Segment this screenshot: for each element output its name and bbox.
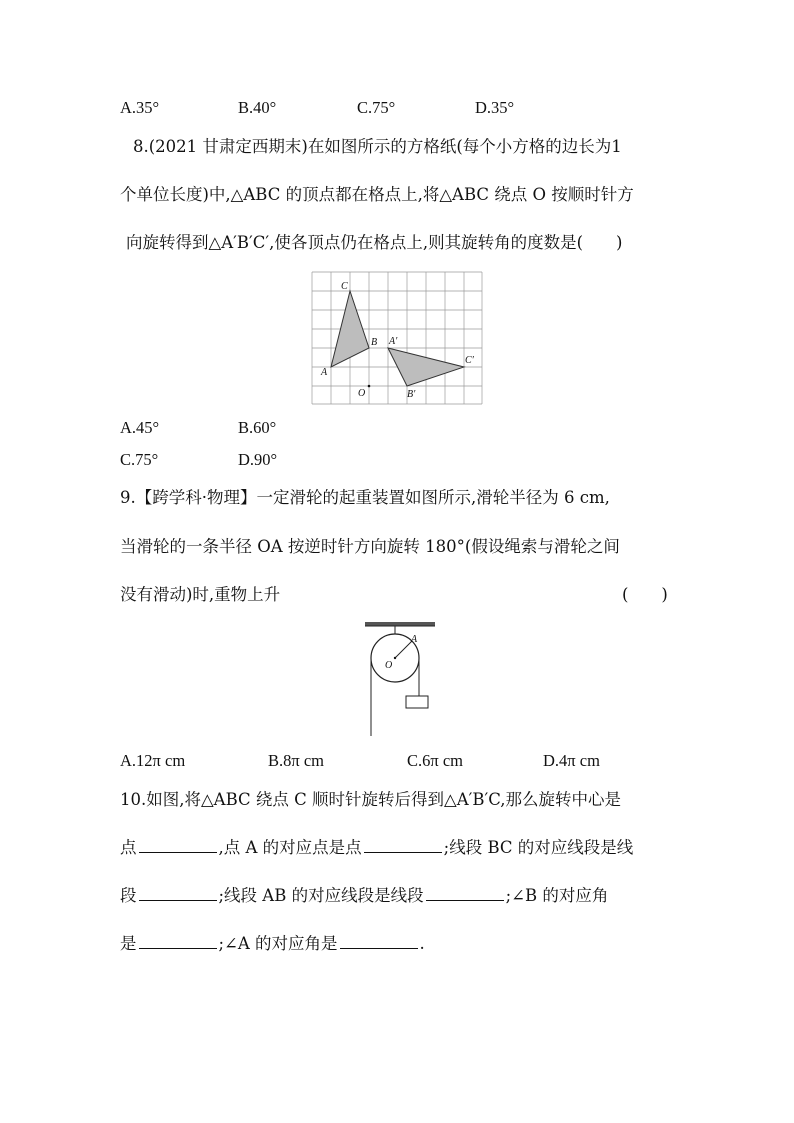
q8-text-line1: 8.(2021 甘肃定西期末)在如图所示的方格纸(每个小方格的边长为1 (133, 137, 622, 156)
label-o: O (385, 660, 393, 671)
q8-option-c: C.75° (120, 450, 159, 469)
q10-line2-part-c: ;线段 BC 的对应线段是线 (443, 838, 634, 857)
label-b-prime: B′ (407, 389, 416, 400)
q9-text-line3: 没有滑动)时,重物上升 (120, 585, 281, 604)
label-c: C (341, 281, 348, 292)
q9-option-a: A.12π cm (120, 751, 186, 770)
blank-angle-b-corresponding[interactable] (139, 934, 217, 949)
q9-option-d: D.4π cm (543, 751, 600, 770)
label-a: A (321, 367, 328, 378)
ceiling (365, 622, 435, 626)
q10-text-line3 (120, 885, 608, 907)
center-o (394, 657, 396, 659)
weight (406, 696, 428, 708)
q9-option-c: C.6π cm (407, 751, 463, 770)
q10-line4-part-c: . (419, 934, 425, 953)
q10-line4-part-b: ;∠A 的对应角是 (218, 934, 338, 953)
blank-point-a-corresponding[interactable] (364, 838, 442, 853)
q7-option-b: B.40° (238, 98, 277, 117)
label-c-prime: C′ (465, 355, 474, 366)
blank-angle-a-corresponding[interactable] (340, 934, 418, 949)
q9-option-b: B.8π cm (268, 751, 324, 770)
q8-option-b: B.60° (238, 418, 277, 437)
point-o (368, 385, 371, 388)
label-o: O (358, 388, 366, 399)
blank-segment-bc-corresponding[interactable] (139, 886, 217, 901)
blank-segment-ab-corresponding[interactable] (426, 886, 504, 901)
q7-option-d: D.35° (475, 98, 515, 117)
label-b: B (371, 337, 378, 348)
q10-text-line4 (120, 933, 425, 955)
q10-line2-part-b: ,点 A 的对应点是点 (218, 838, 362, 857)
q10-text-line1: 10.如图,将△ABC 绕点 C 顺时针旋转后得到△A′B′C,那么旋转中心是 (120, 790, 622, 809)
q8-text-line2: 个单位长度)中,△ABC 的顶点都在格点上,将△ABC 绕点 O 按顺时针方 (120, 185, 634, 204)
q8-text-line3: 向旋转得到△A′B′C′,使各顶点仍在格点上,则其旋转角的度数是( ) (126, 233, 623, 252)
q9-text-line1: 9.【跨学科·物理】一定滑轮的起重装置如图所示,滑轮半径为 6 cm, (120, 488, 610, 507)
label-a: A (411, 634, 418, 645)
q7-option-c: C.75° (357, 98, 396, 117)
q9-answer-bracket: ( ) (622, 585, 668, 604)
q9-text-line2: 当滑轮的一条半径 OA 按逆时针方向旋转 180°(假设绳索与滑轮之间 (120, 537, 620, 556)
q10-line3-part-a: 段 (120, 886, 137, 905)
q10-text-line2 (120, 837, 633, 859)
q8-grid-figure (311, 271, 483, 405)
q10-line3-part-b: ;线段 AB 的对应线段是线段 (218, 886, 424, 905)
q10-line4-part-a: 是 (120, 934, 137, 953)
label-a-prime: A′ (389, 336, 398, 347)
q9-pulley-figure (363, 620, 437, 738)
q7-option-a: A.35° (120, 98, 160, 117)
q8-option-a: A.45° (120, 418, 160, 437)
q10-line3-part-c: ;∠B 的对应角 (505, 886, 609, 905)
q8-option-d: D.90° (238, 450, 278, 469)
blank-rotation-center[interactable] (139, 838, 217, 853)
q10-line2-part-a: 点 (120, 838, 137, 857)
